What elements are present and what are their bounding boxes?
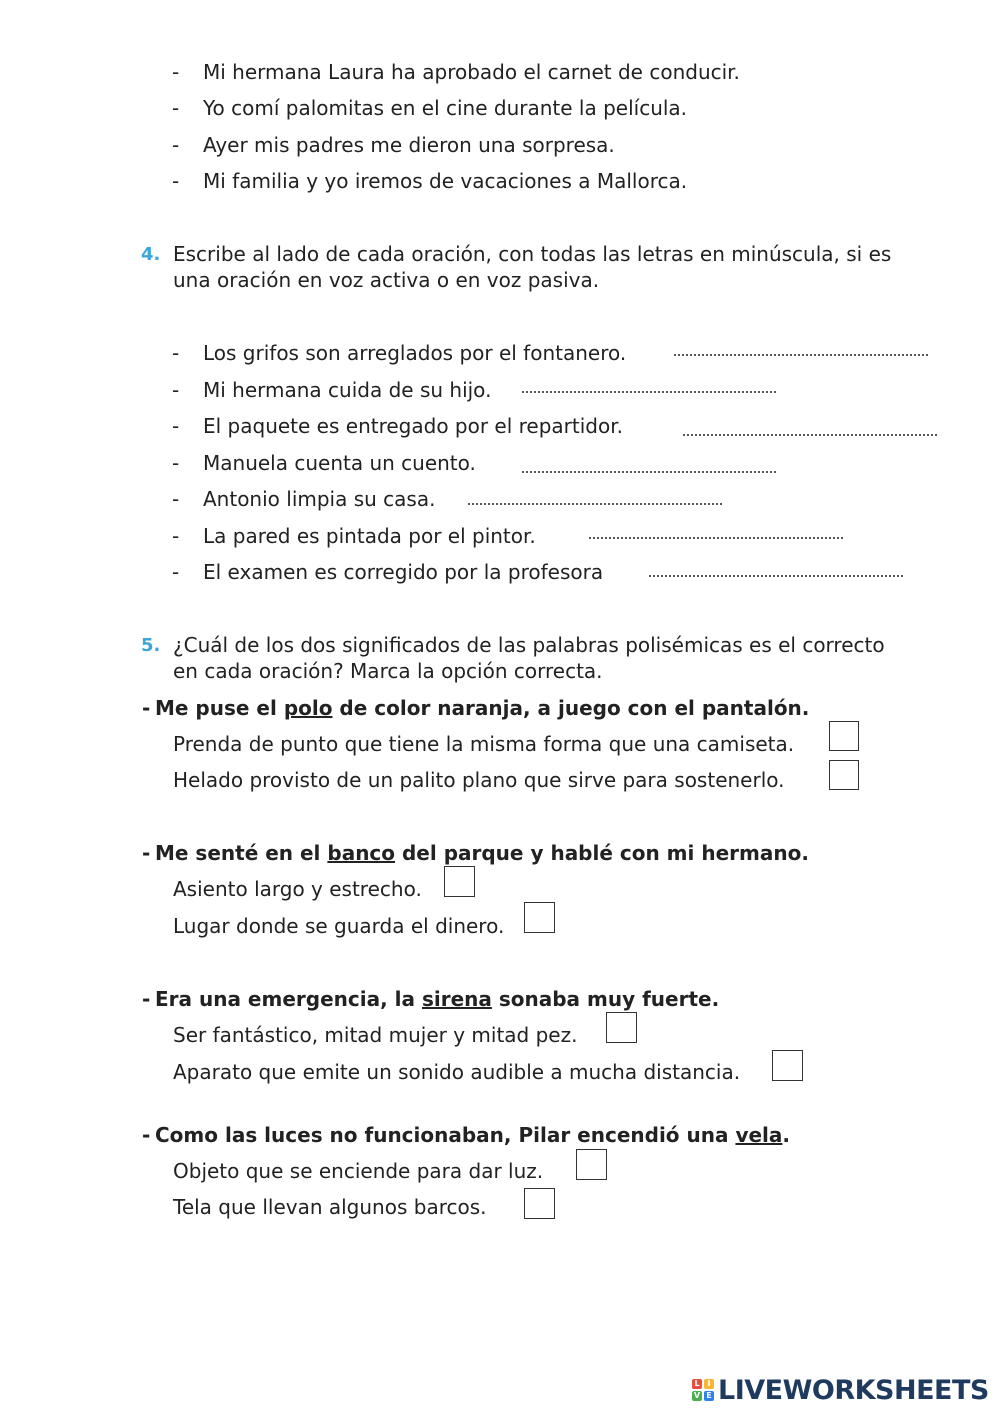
bullet-dash: - <box>142 987 151 1011</box>
voice-sentence: La pared es pintada por el pintor. <box>203 524 536 548</box>
answer-line[interactable] <box>683 434 937 436</box>
answer-line[interactable] <box>649 575 903 577</box>
answer-line[interactable] <box>522 471 776 473</box>
meaning-option: Ser fantástico, mitad mujer y mitad pez. <box>173 1023 578 1047</box>
logo-mark-letter: E <box>704 1391 714 1401</box>
voice-sentence: Mi hermana cuida de su hijo. <box>203 378 492 402</box>
answer-line[interactable] <box>589 537 843 539</box>
question-text: Escribe al lado de cada oración, con todas las letras en minúscula, si es <box>173 242 892 266</box>
option-checkbox[interactable] <box>524 902 555 933</box>
option-checkbox[interactable] <box>829 721 859 751</box>
bullet-dash: - <box>142 1123 151 1147</box>
polysemy-sentence: Era una emergencia, la sirena sonaba muy fuerte. <box>155 987 720 1011</box>
bullet-dash: - <box>172 169 180 193</box>
intro-sentence: Yo comí palomitas en el cine durante la película. <box>203 96 688 120</box>
question-number: 5. <box>141 635 161 656</box>
meaning-option: Lugar donde se guarda el dinero. <box>173 914 505 938</box>
answer-line[interactable] <box>674 354 928 356</box>
voice-sentence: Antonio limpia su casa. <box>203 487 436 511</box>
target-word: banco <box>327 841 396 865</box>
option-checkbox[interactable] <box>772 1050 803 1081</box>
answer-line[interactable] <box>522 391 776 393</box>
bullet-dash: - <box>172 341 180 365</box>
bullet-dash: - <box>172 560 180 584</box>
logo-mark-letter: L <box>692 1379 702 1389</box>
option-checkbox[interactable] <box>606 1012 637 1043</box>
meaning-option: Objeto que se enciende para dar luz. <box>173 1159 544 1183</box>
answer-line[interactable] <box>468 503 722 505</box>
option-checkbox[interactable] <box>444 866 475 897</box>
question-number: 4. <box>141 244 161 265</box>
meaning-option: Tela que llevan algunos barcos. <box>173 1195 487 1219</box>
logo-text: LIVEWORKSHEETS <box>718 1374 989 1406</box>
bullet-dash: - <box>172 133 180 157</box>
voice-sentence: Los grifos son arreglados por el fontanero. <box>203 341 627 365</box>
option-checkbox[interactable] <box>829 760 859 790</box>
question-text: ¿Cuál de los dos significados de las palabras polisémicas es el correcto <box>173 633 885 657</box>
voice-sentence: El examen es corregido por la profesora <box>203 560 604 584</box>
bullet-dash: - <box>172 414 180 438</box>
bullet-dash: - <box>172 451 180 475</box>
meaning-option: Asiento largo y estrecho. <box>173 877 422 901</box>
intro-sentence: Mi hermana Laura ha aprobado el carnet de conducir. <box>203 60 740 84</box>
bullet-dash: - <box>142 841 151 865</box>
meaning-option: Aparato que emite un sonido audible a mucha distancia. <box>173 1060 741 1084</box>
polysemy-sentence: Como las luces no funcionaban, Pilar encendió una vela. <box>155 1123 791 1147</box>
logo-mark-letter: I <box>704 1379 714 1389</box>
target-word: sirena <box>421 987 492 1011</box>
meaning-option: Helado provisto de un palito plano que sirve para sostenerlo. <box>173 768 785 792</box>
polysemy-sentence: Me puse el polo de color naranja, a juego con el pantalón. <box>155 696 810 720</box>
bullet-dash: - <box>172 524 180 548</box>
liveworksheets-logo <box>692 1375 989 1405</box>
meaning-option: Prenda de punto que tiene la misma forma que una camiseta. <box>173 732 795 756</box>
polysemy-sentence: Me senté en el banco del parque y hablé con mi hermano. <box>155 841 809 865</box>
intro-sentence: Ayer mis padres me dieron una sorpresa. <box>203 133 615 157</box>
target-word: vela <box>735 1123 783 1147</box>
voice-sentence: Manuela cuenta un cuento. <box>203 451 476 475</box>
logo-mark-letter: V <box>693 1391 701 1400</box>
option-checkbox[interactable] <box>576 1149 607 1180</box>
logo-mark-icon <box>692 1379 714 1401</box>
bullet-dash: - <box>172 60 180 84</box>
bullet-dash: - <box>172 378 180 402</box>
option-checkbox[interactable] <box>524 1188 555 1219</box>
bullet-dash: - <box>172 487 180 511</box>
bullet-dash: - <box>142 696 151 720</box>
bullet-dash: - <box>172 96 180 120</box>
target-word: polo <box>283 696 333 720</box>
question-text: en cada oración? Marca la opción correcta. <box>173 659 603 683</box>
intro-sentence: Mi familia y yo iremos de vacaciones a Mallorca. <box>203 169 688 193</box>
voice-sentence: El paquete es entregado por el repartidor. <box>203 414 623 438</box>
question-text: una oración en voz activa o en voz pasiva. <box>173 268 600 292</box>
